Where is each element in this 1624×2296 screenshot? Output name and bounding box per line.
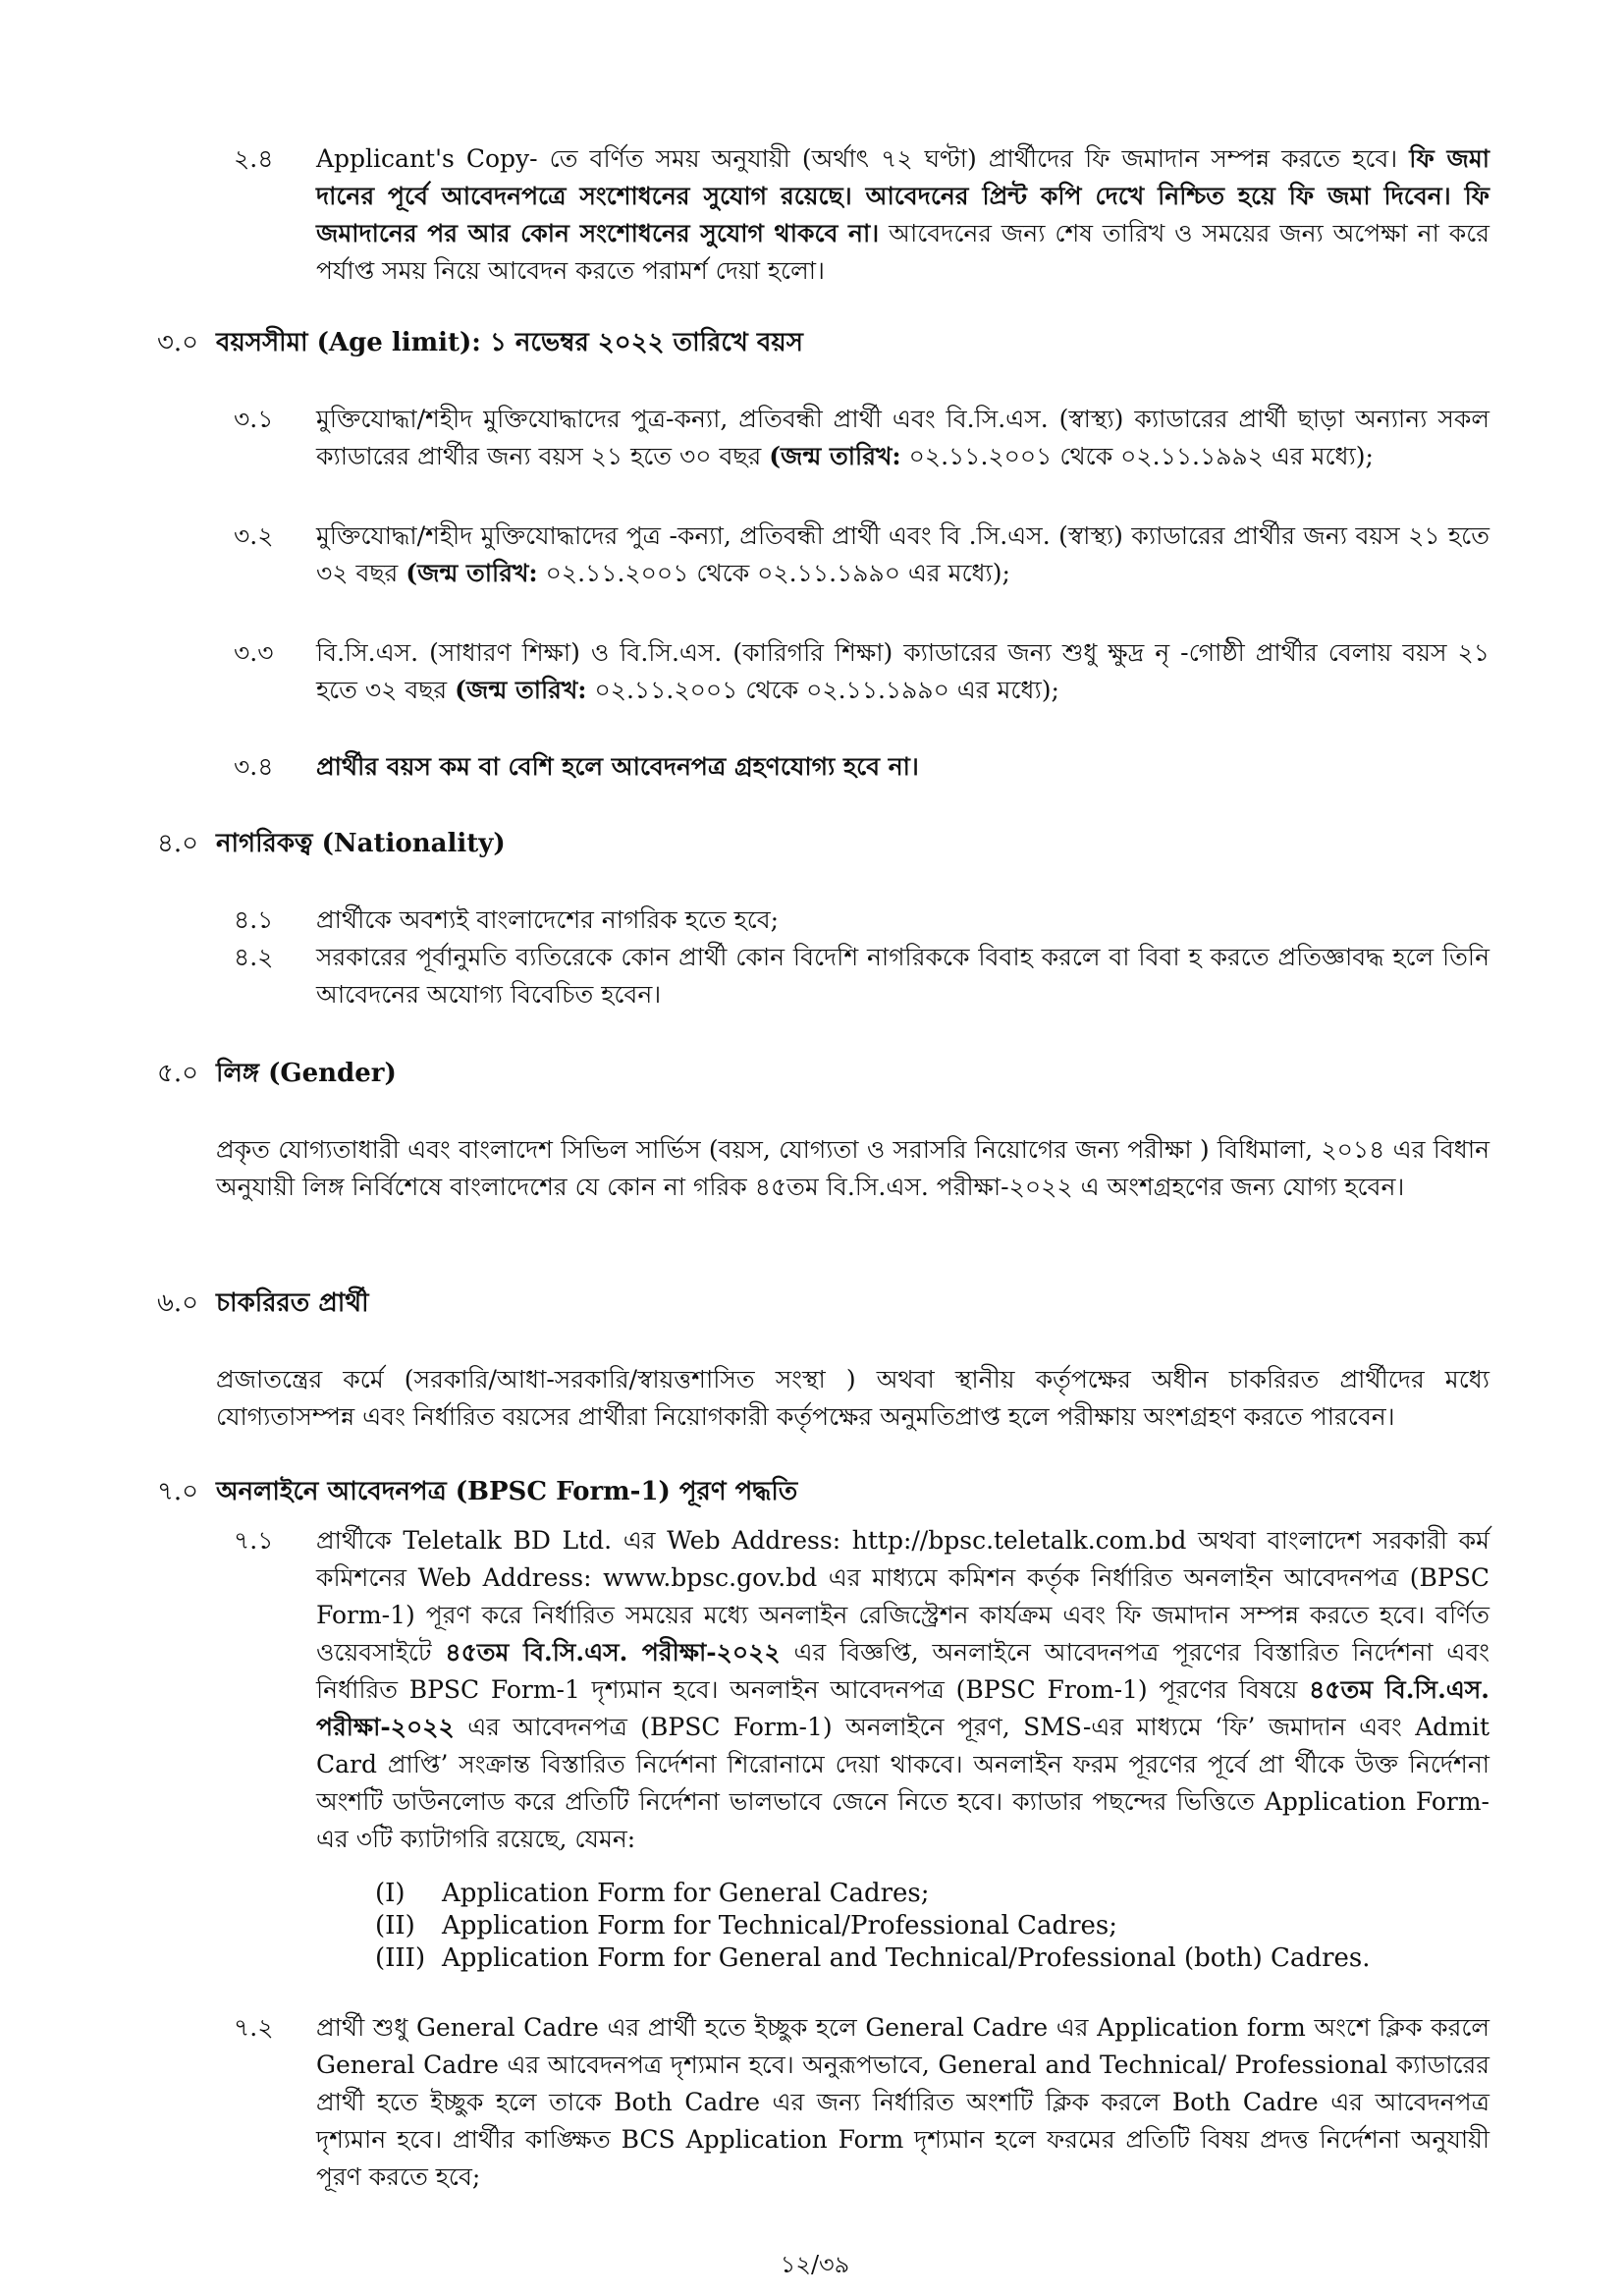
section-number: ৩.০ bbox=[157, 328, 199, 357]
clause-number: ৭.১ bbox=[234, 1526, 274, 1555]
page-number: ১২/৩৯ bbox=[780, 2251, 850, 2278]
section-title-online-application: অনলাইনে আবেদনপত্র (BPSC Form-1) পূরণ পদ্ধতি bbox=[216, 1477, 798, 1506]
clause-2-4 bbox=[316, 140, 1489, 290]
clause-number: ৪.১ bbox=[234, 905, 274, 934]
birth-date-label: (জন্ম তারিখ: bbox=[769, 442, 901, 470]
section-number: ৭.০ bbox=[157, 1477, 199, 1506]
exam-name: ৪৫তম বি.সি.এস. পরীক্ষা-২০২২ bbox=[316, 1675, 1490, 1741]
section-number: ৪.০ bbox=[157, 829, 199, 858]
birth-date-range: ০২.১১.২০০১ থেকে ০২.১১.১৯৯০ এর মধ্যে); bbox=[545, 559, 1010, 587]
clause-text: Applicant's Copy- তে বর্ণিত সময় অনুযায়ী (অর্থাৎ ৭২ ঘণ্টা) প্রার্থীদের ফি জমাদান সম্পন্ন করতে হবে। bbox=[316, 144, 1398, 173]
clause-text: মুক্তিযোদ্ধা/শহীদ মুক্তিযোদ্ধাদের পুত্র -কন্যা, প্রতিবন্ধী প্রার্থী এবং বি .সি.এস. (স্বাস্থ্য) ক্যাডারের প্রার্থীর জন্য বয়স ২১ হতে ৩২ বছর bbox=[316, 521, 1489, 587]
section-title-gender: লিঙ্গ (Gender) bbox=[216, 1059, 397, 1088]
clause-text: এর বিজ্ঞপ্তি, অনলাইনে আবেদনপত্র পূরণের বিস্তারিত নির্দেশনা এবং নির্ধারিত BPSC Form-1 দৃশ্যমান হবে। অনলাইন আবেদনপত্র (BPSC From-1) পূরণের বিষয়ে bbox=[316, 1638, 1489, 1704]
clause-3-4: প্রার্থীর বয়স কম বা বেশি হলে আবেদনপত্র গ্রহণযোগ্য হবে না। bbox=[316, 752, 919, 781]
option-number: (II) bbox=[375, 1911, 415, 1941]
clause-number: ৭.২ bbox=[234, 2013, 274, 2042]
clause-3-2 bbox=[316, 518, 1489, 592]
clause-number: ৩.২ bbox=[234, 521, 274, 550]
gender-paragraph: প্রকৃত যোগ্যতাধারী এবং বাংলাদেশ সিভিল সার্ভিস (বয়স, যোগ্যতা ও সরাসরি নিয়োগের জন্য পরীক্ষা ) বিধিমালা, ২০১৪ এর বিধান অনুযায়ী লিঙ্গ নির্বিশেষে বাংলাদেশের যে কোন না গরিক ৪৫তম বি.সি.এস. পরীক্ষা-২০২২ এ অংশগ্রহণের জন্য যোগ্য হবেন। bbox=[216, 1135, 1489, 1201]
clause-text: মুক্তিযোদ্ধা/শহীদ মুক্তিযোদ্ধাদের পুত্র-কন্যা, প্রতিবন্ধী প্রার্থী এবং বি.সি.এস. (স্বাস্থ্য) ক্যাডারের প্রার্থী ছাড়া অন্যান্য সকল ক্যাডারের প্রার্থীর জন্য বয়স ২১ হতে ৩০ বছর bbox=[316, 405, 1489, 470]
clause-number: ৩.৩ bbox=[234, 638, 274, 667]
birth-date-label: (জন্ম তারিখ: bbox=[455, 676, 587, 704]
clause-number: ৩.৪ bbox=[234, 752, 274, 781]
option-text: Application Form for General and Technical/Professional (both) Cadres. bbox=[442, 1943, 1371, 1973]
option-text: Application Form for General Cadres; bbox=[442, 1879, 930, 1908]
clause-4-1: প্রার্থীকে অবশ্যই বাংলাদেশের নাগরিক হতে হবে; bbox=[316, 905, 780, 934]
option-number: (I) bbox=[375, 1879, 406, 1908]
clause-3-3 bbox=[316, 634, 1489, 709]
section-title-age-limit: বয়সসীমা (Age limit): ১ নভেম্বর ২০২২ তারিখে বয়স bbox=[216, 328, 803, 357]
option-number: (III) bbox=[375, 1943, 426, 1973]
section-title-employed-candidate: চাকরিরত প্রার্থী bbox=[216, 1288, 369, 1318]
employed-candidate-paragraph: প্রজাতন্ত্রের কর্মে (সরকারি/আধা-সরকারি/স্বায়ত্তশাসিত সংস্থা ) অথবা স্থানীয় কর্তৃপক্ষের অধীন চাকরিরত প্রার্থীদের মধ্যে যোগ্যতাসম্পন্ন এবং নির্ধারিত বয়সের প্রার্থীরা নিয়োগকারী কর্তৃপক্ষের অনুমতিপ্রাপ্ত হলে পরীক্ষায় অংশগ্রহণ করতে পারবেন। bbox=[216, 1365, 1489, 1431]
clause-bold-text: ফি জমা দানের পূর্বে আবেদনপত্রে সংশোধনের সুযোগ রয়েছে। আবেদনের প্রিন্ট কপি দেখে নিশ্চিত হয়ে ফি জমা দিবেন। ফি জমাদানের পর আর কোন সংশোধনের সুযোগ থাকবে না। bbox=[316, 144, 1490, 247]
birth-date-range: ০২.১১.২০০১ থেকে ০২.১১.১৯৯০ এর মধ্যে); bbox=[594, 676, 1059, 704]
option-text: Application Form for Technical/Professional Cadres; bbox=[442, 1911, 1118, 1941]
exam-name: ৪৫তম বি.সি.এস. পরীক্ষা-২০২২ bbox=[445, 1638, 781, 1667]
clause-number: ৪.২ bbox=[234, 943, 274, 971]
section-number: ৬.০ bbox=[157, 1288, 199, 1318]
clause-number: ২.৪ bbox=[234, 144, 274, 173]
clause-7-1 bbox=[316, 1522, 1489, 1858]
clause-text: আবেদনের জন্য শেষ তারিখ ও সময়ের জন্য অপেক্ষা না করে পর্যাপ্ত সময় নিয়ে আবেদন করতে পরামর্শ দেয়া হলো। bbox=[316, 219, 1489, 285]
clause-3-1 bbox=[316, 401, 1489, 475]
clause-text: প্রার্থীকে Teletalk BD Ltd. এর Web Address: http://bpsc.teletalk.com.bd অথবা বাংলাদেশ সরকারী কর্ম কমিশনের Web Address: www.bpsc.gov.bd এর মাধ্যমে কমিশন কর্তৃক নির্ধারিত অনলাইন আবেদনপত্র (BPSC Form-1) পূরণ করে নির্ধারিত সময়ের মধ্যে অনলাইন রেজিস্ট্রেশন কার্যক্রম এবং ফি জমাদান সম্পন্ন করতে হবে। বর্ণিত ওয়েবসাইটে bbox=[316, 1526, 1489, 1667]
birth-date-range: ০২.১১.২০০১ থেকে ০২.১১.১৯৯২ এর মধ্যে); bbox=[908, 442, 1374, 470]
section-title-nationality: নাগরিকত্ব (Nationality) bbox=[216, 829, 506, 858]
birth-date-label: (জন্ম তারিখ: bbox=[406, 559, 538, 587]
clause-number: ৩.১ bbox=[234, 405, 274, 433]
clause-7-2: প্রার্থী শুধু General Cadre এর প্রার্থী হতে ইচ্ছুক হলে General Cadre এর Application form অংশে ক্লিক করলে General Cadre এর আবেদনপত্র দৃশ্যমান হবে। অনুরূপভাবে, General and Technical/ Professional ক্যাডারের প্রার্থী হতে ইচ্ছুক হলে তাকে Both Cadre এর জন্য নির্ধারিত অংশটি ক্লিক করলে Both Cadre এর আবেদনপত্র দৃশ্যমান হবে। প্রার্থীর কাঙ্ক্ষিত BCS Application Form দৃশ্যমান হলে ফরমের প্রতিটি বিষয় প্রদত্ত নির্দেশনা অনুযায়ী পূরণ করতে হবে; bbox=[316, 2013, 1489, 2191]
clause-text: বি.সি.এস. (সাধারণ শিক্ষা) ও বি.সি.এস. (কারিগরি শিক্ষা) ক্যাডারের জন্য শুধু ক্ষুদ্র নৃ -গোষ্ঠী প্রার্থীর বেলায় বয়স ২১ হতে ৩২ বছর bbox=[316, 638, 1489, 704]
clause-4-2: সরকারের পূর্বানুমতি ব্যতিরেকে কোন প্রার্থী কোন বিদেশি নাগরিককে বিবাহ করলে বা বিবা হ করতে প্রতিজ্ঞাবদ্ধ হলে তিনি আবেদনের অযোগ্য বিবেচিত হবেন। bbox=[316, 943, 1489, 1009]
clause-text: এর আবেদনপত্র (BPSC Form-1) অনলাইনে পূরণ, SMS-এর মাধ্যমে ‘ফি’ জমাদান এবং Admit Card প্রাপ্তি’ সংক্রান্ত বিস্তারিত নির্দেশনা শিরোনামে দেয়া থাকবে। অনলাইন ফরম পূরণের পূর্বে প্রা র্থীকে উক্ত নির্দেশনা অংশটি ডাউনলোড করে প্রতিটি নির্দেশনা ভালভাবে জেনে নিতে হবে। ক্যাডার পছন্দের ভিত্তিতে Application Form-এর ৩টি ক্যাটাগরি রয়েছে, যেমন: bbox=[316, 1713, 1489, 1853]
section-number: ৫.০ bbox=[157, 1059, 199, 1088]
